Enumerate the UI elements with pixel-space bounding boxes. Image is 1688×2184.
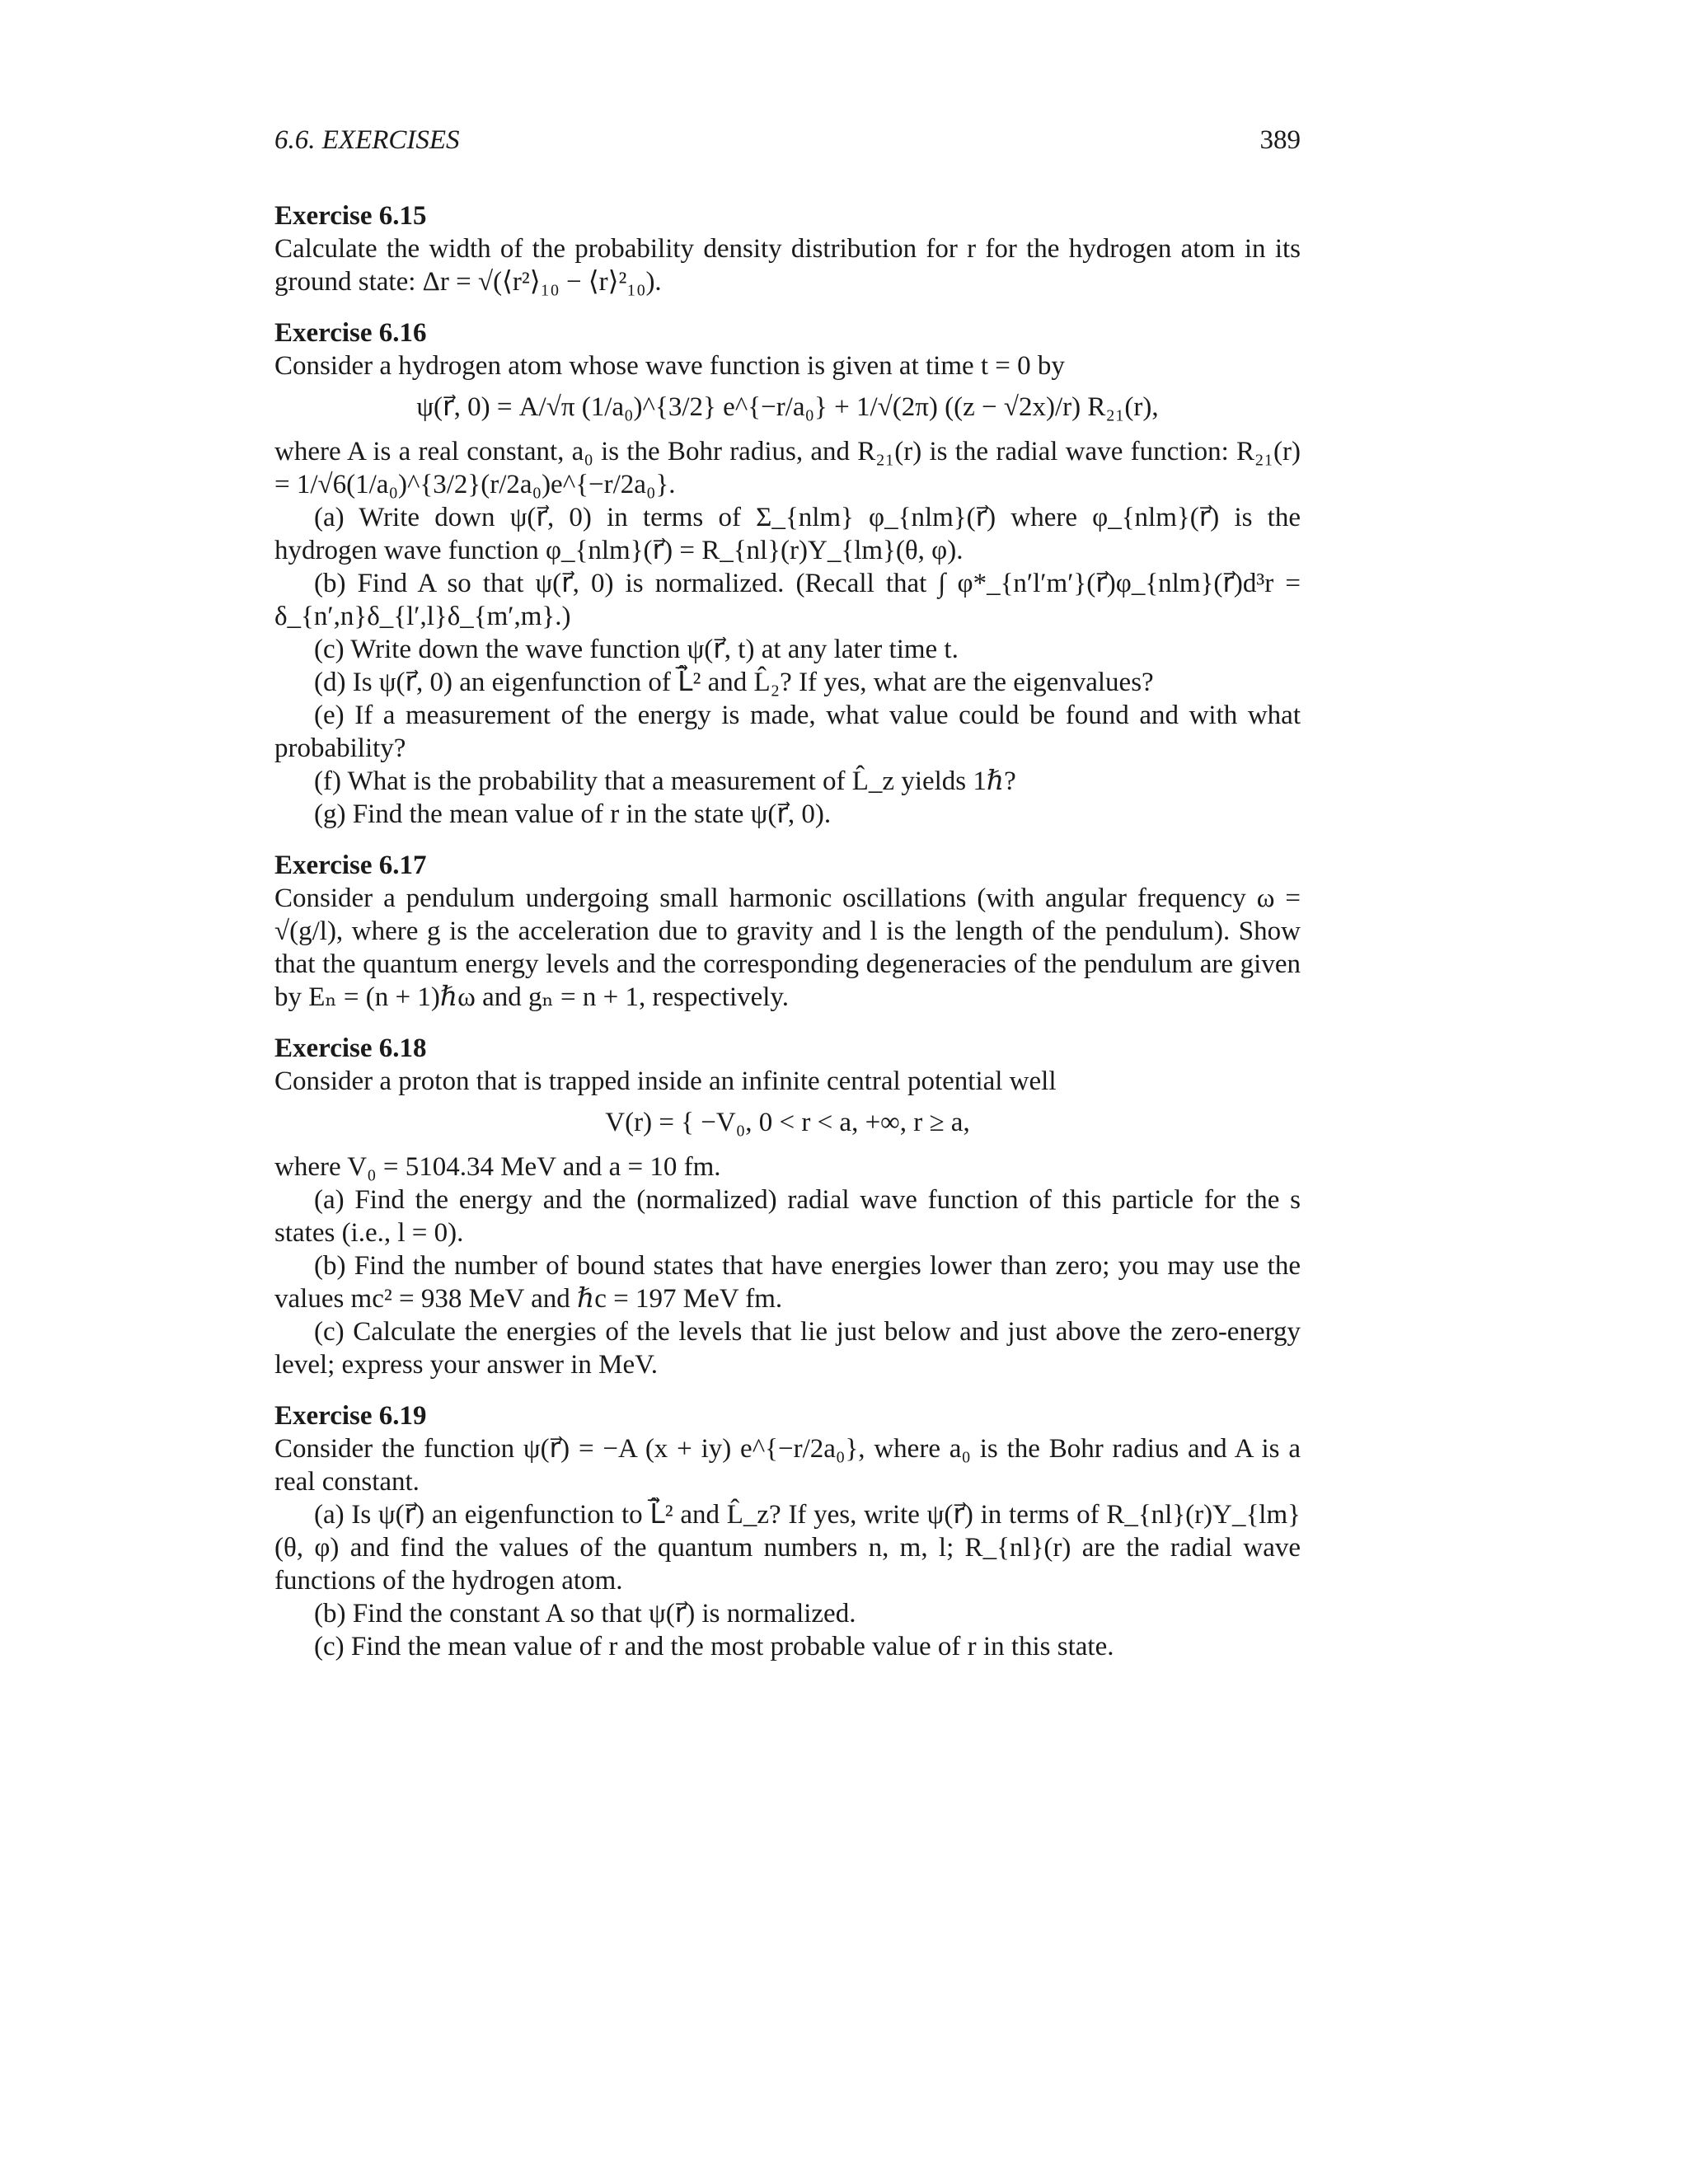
exercise-6-15 [274,199,1301,298]
part-e: (e) If a measurement of the energy is made, what value could be found and with what probability? [274,701,1301,763]
exercise-title: Exercise 6.15 [274,201,427,231]
part-c: (c) Write down the wave function ψ(r⃗, t) at any later time t. [314,635,959,664]
exercise-6-16 [274,316,1301,831]
exercise-6-17 [274,849,1301,1014]
exercise-6-19 [274,1399,1301,1663]
display-equation-potential [274,1106,1301,1139]
exercise-intro: Consider a proton that is trapped inside an infinite central potential well [274,1066,1057,1096]
part-a: (a) Is ψ(r⃗) an eigenfunction to L̂⃗² and L̂_z? If yes, write ψ(r⃗) in terms of R_{nl}(r)Y_{lm}(θ, φ) and find the values of the quantum numbers n, m, l; R_{nl}(r) are the radial wave functions of the hydrogen atom. [274,1500,1301,1596]
exercise-title: Exercise 6.18 [274,1033,427,1063]
equation-text: ψ(r⃗, 0) = A/√π (1/a₀)^{3/2} e^{−r/a₀} + 1/√(2π) ((z − √2x)/r) R₂₁(r), [416,392,1159,422]
exercise-text: where V₀ = 5104.34 MeV and a = 10 fm. [274,1152,721,1182]
part-a: (a) Find the energy and the (normalized) radial wave function of this particle for the s states (i.e., l = 0). [274,1185,1301,1248]
exercise-6-18 [274,1032,1301,1381]
part-c: (c) Find the mean value of r and the most probable value of r in this state. [314,1632,1114,1661]
exercise-text: where A is a real constant, a₀ is the Bohr radius, and R₂₁(r) is the radial wave function: R₂₁(r) = 1/√6(1/a₀)^{3/2}(r/2a₀)e^{−r/2a₀}. [274,437,1301,499]
display-equation-wavefunction [274,391,1301,424]
equation-text: V(r) = { −V₀, 0 < r < a, +∞, r ≥ a, [605,1108,970,1137]
page-number: 389 [1259,125,1301,155]
exercise-title: Exercise 6.19 [274,1401,427,1431]
exercise-title: Exercise 6.17 [274,851,427,880]
part-b: (b) Find the constant A so that ψ(r⃗) is normalized. [314,1599,856,1629]
running-head: 6.6. EXERCISES [274,125,460,155]
page-content [274,199,1301,1681]
exercise-intro: Consider a hydrogen atom whose wave function is given at time t = 0 by [274,351,1065,381]
part-g: (g) Find the mean value of r in the state ψ(r⃗, 0). [314,799,832,829]
exercise-text: Consider a pendulum undergoing small harmonic oscillations (with angular frequency ω = √(g/l), where g is the acceleration due to gravity and l is the length of the pendulum). Show that the quantum energy levels and the corresponding degeneracies of the pendulum are given by Eₙ = (n + 1)ℏω and gₙ = n + 1, respectively. [274,883,1301,1012]
part-b: (b) Find the number of bound states that have energies lower than zero; you may use the values mc² = 938 MeV and ℏc = 197 MeV fm. [274,1251,1301,1314]
exercise-text: Calculate the width of the probability density distribution for r for the hydrogen atom in its ground state: Δr = √(⟨r²⟩₁₀ − ⟨r⟩²₁₀). [274,234,1301,297]
part-a: (a) Write down ψ(r⃗, 0) in terms of Σ_{nlm} φ_{nlm}(r⃗) where φ_{nlm}(r⃗) is the hydrogen wave function φ_{nlm}(r⃗) = R_{nl}(r)Y_{lm}(θ, φ). [274,503,1301,565]
part-d: (d) Is ψ(r⃗, 0) an eigenfunction of L̂⃗² and L̂₂? If yes, what are the eigenvalues? [314,668,1154,697]
exercise-title: Exercise 6.16 [274,318,427,348]
part-b: (b) Find A so that ψ(r⃗, 0) is normalized. (Recall that ∫ φ*_{n′l′m′}(r⃗)φ_{nlm}(r⃗)d³r = δ_{n′,n}δ_{l′,l}δ_{m′,m}.) [274,569,1301,631]
page-header [274,124,1301,157]
part-c: (c) Calculate the energies of the levels that lie just below and just above the zero-energy level; express your answer in MeV. [274,1317,1301,1380]
part-f: (f) What is the probability that a measurement of L̂_z yields 1ℏ? [314,766,1016,796]
exercise-text: Consider the function ψ(r⃗) = −A (x + iy) e^{−r/2a₀}, where a₀ is the Bohr radius and A is a real constant. [274,1434,1301,1497]
